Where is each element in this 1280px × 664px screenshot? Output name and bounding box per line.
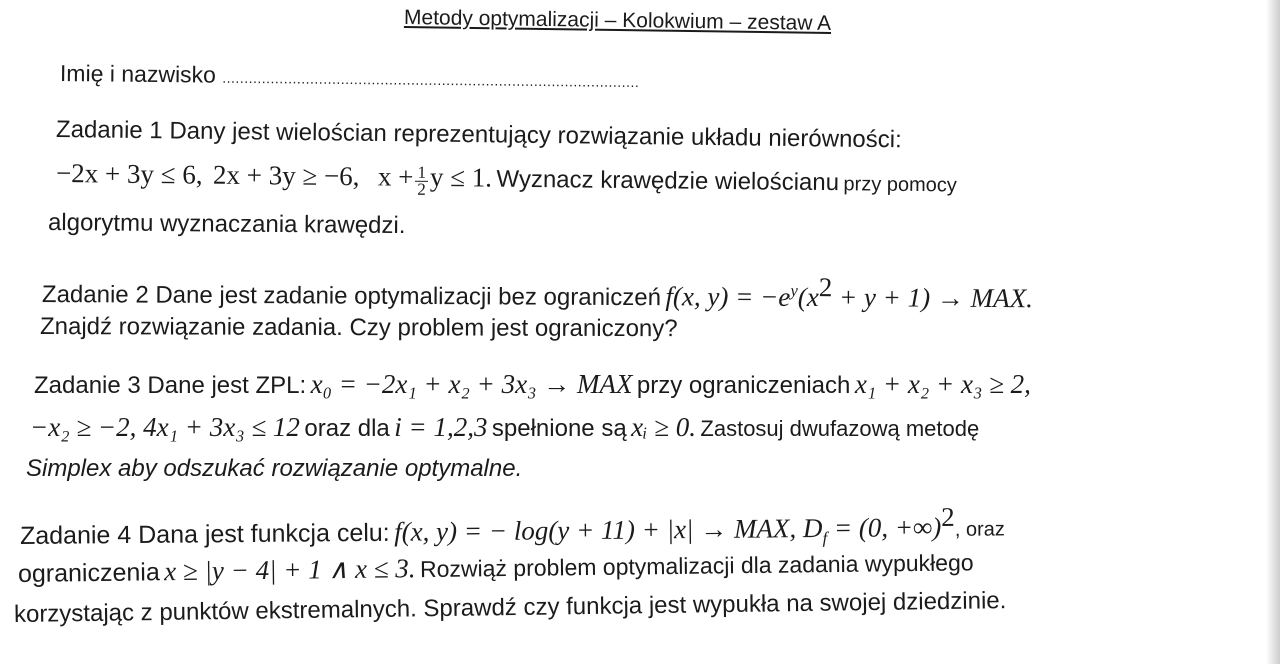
- task1-ineq3a: x +: [377, 161, 414, 192]
- task3-line2: [30, 412, 979, 443]
- task2-line2: Znajdź rozwiązanie zadania. Czy problem jest ograniczony?: [39, 313, 678, 343]
- task3-objective: x₀ = −2x₁ + x₂ + 3x₃ → MAX: [310, 369, 633, 399]
- task3-spelnione: spełnione są: [491, 415, 627, 442]
- task4-ograniczenia: ograniczenia: [17, 558, 160, 588]
- task3-line3: Simplex aby odszukać rozwiązanie optymalne.: [26, 455, 523, 482]
- task2-line1: [42, 268, 1033, 314]
- task1-fraction: $\frac{1}{2}$: [417, 163, 427, 200]
- task3-mid: przy ograniczeniach: [636, 372, 851, 399]
- task3-line2-rest: Zastosuj dwufazową metodę: [700, 416, 980, 441]
- task1-line2-small: przy pomocy: [843, 173, 957, 197]
- task2-text: Zadanie 2 Dane jest zadanie optymalizacji bez ograniczeń: [41, 281, 662, 312]
- task4-line2-rest: Rozwiąż problem optymalizacji dla zadania wypukłego: [419, 549, 974, 583]
- task1-ineq2: 2x + 3y ≥ −6,: [212, 159, 360, 192]
- task3-index: i = 1,2,3: [394, 412, 488, 442]
- task3-constraints: −x₂ ≥ −2, 4x₁ + 3x₃ ≤ 12: [30, 412, 300, 442]
- task1-line2: [56, 158, 957, 204]
- task4-constraints: x ≥ |y − 4| + 1 ∧ x ≤ 3.: [164, 553, 416, 587]
- task3-constraint1: x₁ + x₂ + x₃ ≥ 2,: [854, 369, 1031, 399]
- task3-oraz: oraz dla: [304, 415, 390, 442]
- scan-edge-shadow: [1266, 0, 1280, 664]
- task3-nonneg: xᵢ ≥ 0.: [631, 412, 696, 442]
- task1-ineq3b: y ≤ 1.: [429, 161, 493, 193]
- task1-ineq1: −2x + 3y ≤ 6,: [55, 158, 203, 190]
- task1-line3: algorytmu wyznaczania krawędzi.: [47, 209, 406, 240]
- task2-formula: f(x, $y) = -e^y(x^2 + y + 1)$ → MAX.: [665, 272, 1033, 314]
- task1-line2-text: Wyznacz krawędzie wielościanu: [496, 165, 840, 197]
- task4-text: Zadanie 4 Dana jest funkcja celu:: [19, 518, 390, 550]
- name-label: Imię i nazwisko: [59, 60, 217, 88]
- task1-line1: Zadanie 1 Dany jest wielościan reprezentujący rozwiązanie układu nierówności:: [55, 116, 902, 154]
- name-field-line: [60, 60, 640, 93]
- task3-text: Zadanie 3 Dane jest ZPL:: [34, 372, 307, 399]
- task4-oraz: , oraz: [954, 518, 1005, 541]
- task4-line3: korzystając z punktów ekstremalnych. Sprawdź czy funkcja jest wypukła na swojej dziedzinie.: [13, 587, 1007, 628]
- document-title: Metody optymalizacji – Kolokwium – zestaw A: [403, 6, 832, 35]
- task4-objective: f(x, y) = − log(y + 11) + |x| → MAX, $D_f = (0$, +∞)$^2$: [393, 501, 955, 548]
- task3-line1: [34, 369, 1031, 400]
- name-dots: ...............................................................................................: [222, 69, 640, 91]
